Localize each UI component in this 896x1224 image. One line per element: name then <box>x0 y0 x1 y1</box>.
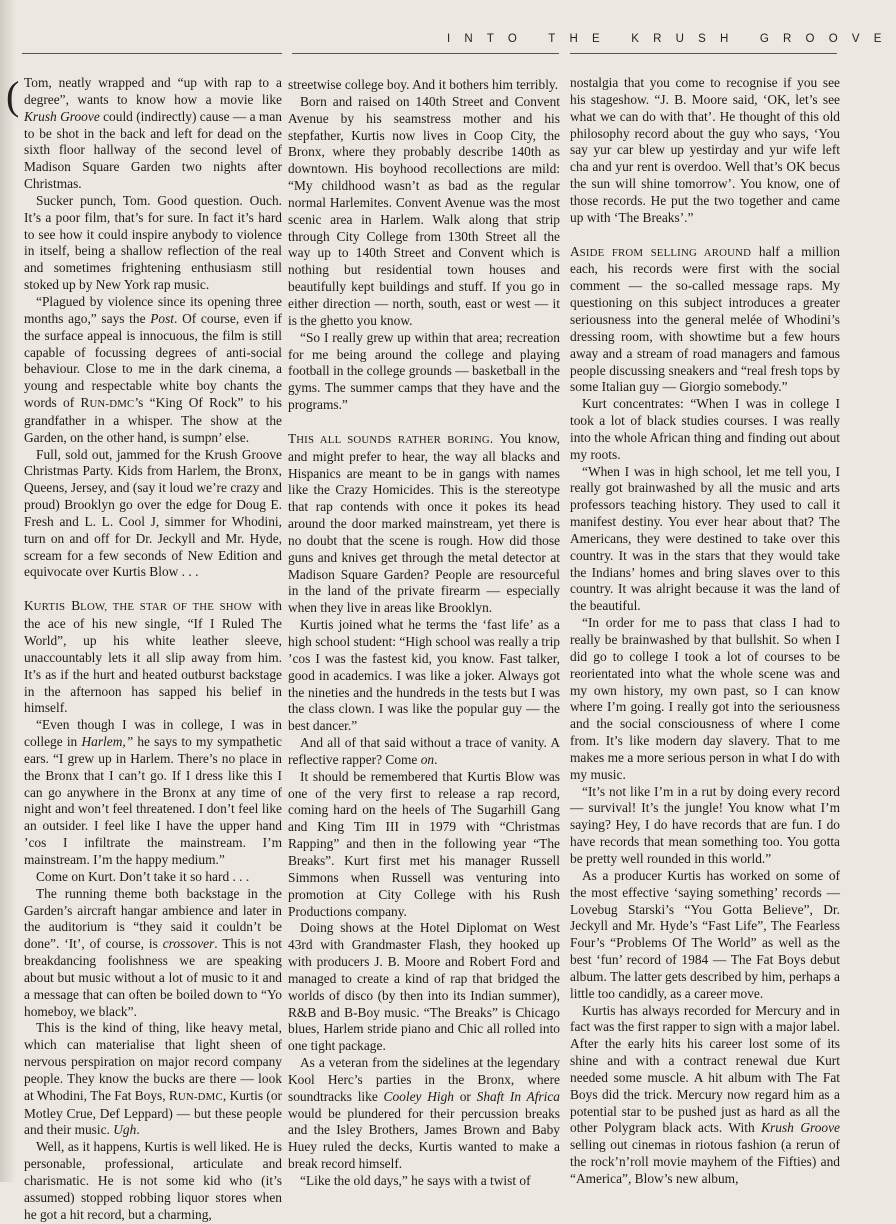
body-paragraph: “Plagued by violence since its opening three months ago,” says the Post. Of course, even if the surface appeal is innocuous, the film is still capable of focussing degrees of anti-social behaviour. Close to me in the dark cinema, a young and respectable white boy chants the words of RUN-DMC’s “King Of Rock” to his grandfather in a whisper. The show at the Garden, on the other hand, is sumpn’ else. <box>24 293 283 445</box>
body-paragraph: “When I was in high school, let me tell you, I really got brainwashed by all the music and arts professors teaching history. They used to call it manifest destiny. You ever hear about that? The Americans, they were destined to take over this country. It was in the stars that they would take the Indians’ homes and bring slaves over to this country. It was alright because it was the land of the beautiful. <box>570 463 840 614</box>
header-rule <box>570 53 837 54</box>
body-paragraph: Kurt concentrates: “When I was in college I took a lot of black studies courses. I was really into the whole African thing and finding out about my roots. <box>570 396 840 462</box>
body-paragraph: Well, as it happens, Kurtis is well liked. He is personable, professional, articulate and charismatic. He is not some kid who (it’s assumed) stopped robbing liquor stores when he got a hit record, but a charming, <box>24 1139 282 1222</box>
body-paragraph: Sucker punch, Tom. Good question. Ouch. It’s a poor film, that’s for sure. In fact it’s hard to see how it could inspire anybody to violence in itself, being a shallow reflection of the real and sometimes frightening enthusiasm still stoked up by New York rap music. <box>24 192 282 293</box>
body-paragraph: “Like the old days,” he says with a twist of <box>300 1173 531 1188</box>
body-paragraph: Born and raised on 140th Street and Convent Avenue by his seamstress mother and his stepfather, Kurtis now lives in Coop City, the Bronx, where they probably describe 140th as downtown. His boyhood recollections are mild: “My childhood wasn’t as bad as the regular normal Harlemites. Convent Avenue was the most scenic area in Harlem. Walk along that strip through City College from 130th Street all the way up to 140th Street and Convent which is nothing but residential town houses and beautifully kept buildings and stuff. If you go in either direction — north, south, east or west — it is the ghetto you know. <box>288 93 560 328</box>
body-paragraph: The running theme both backstage in the Garden’s aircraft hangar ambience and later in the auditorium is “they said it couldn’t be done”. ‘It’, of course, is crossover. This is not breakdancing foolishness we are speaking about but music without a lot of music to it and a message that can often be boiled down to “Yo homeboy, we black”. <box>24 885 282 1019</box>
header-rule <box>22 53 282 54</box>
section-lead-paragraph: KURTIS BLOW, THE STAR OF THE SHOW with the ace of his new single, “If I Ruled The World”, up his white leather sleeve, unaccountably lets it all slip away from him. It’s as if the hurt and heated outburst backstage in the afternoon has sapped his belief in himself. <box>24 598 283 716</box>
body-paragraph: “It’s not like I’m in a rut by doing every record — survival! It’s the jungle! You know what I’m saying? Hey, I do have records that are fun. I do have records that mean something too. You gotta be pretty well rounded in this world.” <box>570 783 840 866</box>
header-rule <box>292 53 559 54</box>
body-paragraph: Kurtis joined what he terms the ‘fast life’ as a high school student: “High school was really a trip ’cos I was the fastest kid, you know. Fast talker, good in academics. I was like a joker. Always got the nineties and the hundreds in the tests but I was the class clown. I was like the popular guy — the best dancer.” <box>288 617 560 734</box>
running-head: INTO THE KRUSH GROOVE <box>447 33 896 45</box>
body-paragraph: “So I really grew up within that area; recreation for me being around the college and playing football in the college grounds — basketball in the gyms. The summer camps that they have and the programs.” <box>288 329 560 413</box>
body-paragraph: This is the kind of thing, like heavy metal, which can materialise that light sheen of nervous perspiration on major record company people. They know the bucks are there — look at Whodini, The Fat Boys, RUN-DMC, Kurtis (or Motley Crue, Def Leppard) — but these people and their music. Ugh. <box>24 1020 283 1138</box>
body-paragraph: Tom, neatly wrapped and “up with rap to a degree”, wants to know how a movie like Krush Groove could (indirectly) cause — a man to be shot in the back and left for dead on the sixth floor hallway of the second level of Madison Square Garden two nights after Christmas. <box>24 75 282 192</box>
opening-bracket-icon: ( <box>6 73 20 118</box>
body-paragraph: “In order for me to pass that class I had to really be brainwashed by that bullshit. So when I did go to college I took a lot of courses to be reorientated into what the whole scene was and my own history, my own past, so I can know where I’m going. I really got into the seriousness and the social consciousness of where I come from. It’s like modern day slavery. That to me makes me a more serious person in what I do with my music. <box>570 615 840 782</box>
article-column-3 <box>570 75 840 1188</box>
body-paragraph: As a veteran from the sidelines at the legendary Kool Herc’s parties in the Bronx, where soundtracks like Cooley High or Shaft In Africa would be plundered for their percussion breaks and the Isley Brothers, James Brown and Baby Huey ruled the decks, Kurtis wanted to make a break record himself. <box>288 1055 561 1172</box>
body-paragraph: As a producer Kurtis has worked on some of the most effective ‘saying something’ records — Lovebug Starski’s “You Gotta Believe”, Dr. Jeckyll and Mr. Hyde’s “Fast Life”, The Fearless Four’s “Problems Of The World” as well as the best ‘fun’ record of 1984 — The Fat Boys debut album. The latter gets described by him, perhaps a little too candidly, as a career move. <box>570 867 840 1001</box>
page-gutter-shadow <box>0 0 16 1182</box>
article-column-2 <box>288 77 560 1190</box>
body-paragraph: It should be remembered that Kurtis Blow was one of the very first to release a rap record, coming hard on the heels of The Sugarhill Gang and King Tim III in 1979 with “Christmas Rapping” and then in the following year “The Breaks”. Kurt first met his manager Russell Simmons when Russell was venturing into promotion at City College with his Rush Productions company. <box>288 768 560 919</box>
body-paragraph: streetwise college boy. And it bothers him terribly. <box>288 77 559 92</box>
body-paragraph: nostalgia that you come to recognise if you see his stageshow. “J. B. Moore said, ‘OK, let’s see what we can do with that’. He thought of this old philosophy record about the guy who says, ‘You say yur car blew up yestirday and yur wife left cha and yur rent is overdoo. Well that’s OK becus the sun will shine tomorrow’. You know, one of those records. He put the two together and came up with ‘The Breaks’.” <box>570 75 840 225</box>
body-paragraph: Come on Kurt. Don’t take it so hard . . . <box>36 868 250 884</box>
body-paragraph: Full, sold out, jammed for the Krush Groove Christmas Party. Kids from Harlem, the Bronx, Queens, Jersey, and (say it loud we’re crazy and proud) Brooklyn go over the edge for Doug E. Fresh and L. L. Cool J, simmer for Whodini, turn on and off for Dr. Jeckyll and Mr. Hyde, scream for a few seconds of New Edition and equivocate over Kurtis Blow . . . <box>24 446 282 580</box>
article-column-1 <box>24 75 282 1224</box>
body-paragraph: And all of that said without a trace of vanity. A reflective rapper? Come on. <box>288 735 560 767</box>
body-paragraph: “Even though I was in college, I was in college in Harlem,” he says to my sympathetic ears. “I grew up in Harlem. There’s no place in the Bronx that I can’t go. If I dress like this I can go anywhere in the Bronx at any time of night and won’t feel threatened. I don’t feel like an outsider. I feel like I have the upper hand ’cos I infiltrate the mainstream. I’m mainstream. I’m the happy medium.” <box>24 717 283 867</box>
body-paragraph: Kurtis has always recorded for Mercury and in fact was the first rapper to sign with a major label. After the early hits his career lost some of its shine and with a contract renewal due Kurt needed some muscle. A hit album with The Fat Boys did the trick. Mercury now regard him as a potential star to be pushed just as hard as all the other Polygram black acts. With Krush Groove selling out cinemas in riotous fashion (a rerun of the rock’n’roll movie mayhem of the Fifties) and “America”, Blow’s new album, <box>570 1002 840 1186</box>
section-lead-paragraph: ASIDE FROM SELLING AROUND half a million each, his records were first with the social comment — the so-called message raps. My questioning on this subject introduces a greater seriousness into the general melée of Whodini’s dressing room, with showtime but a few hours away and a stream of road managers and famous people discussing sneakers and “real fresh tops by some Italian guy — Giorgio somebody.” <box>570 243 840 395</box>
body-paragraph: Doing shows at the Hotel Diplomat on West 43rd with Grandmaster Flash, they hooked up with producers J. B. Moore and Robert Ford and managed to create a kind of rap that bridged the worlds of disco (by then into its Indian summer), R&B and B-Boy music. “The Breaks” is Chicago blues, Harlem stride piano and Chic all rolled into one tight package. <box>288 920 560 1054</box>
section-lead-paragraph: THIS ALL SOUNDS RATHER BORING. You know, and might prefer to hear, the way all blacks and Hispanics are meant to be in gangs with names like the Crazy Homicides. This is the stereotype that rap contends with once it pokes its head around the door marked mainstream, yet there is no doubt that the scene is rough. How did those guns and knives get through the metal detector at Madison Square Garden? People are resourceful in the land of the private firearm — especially when they live in areas like Brooklyn. <box>288 430 560 616</box>
